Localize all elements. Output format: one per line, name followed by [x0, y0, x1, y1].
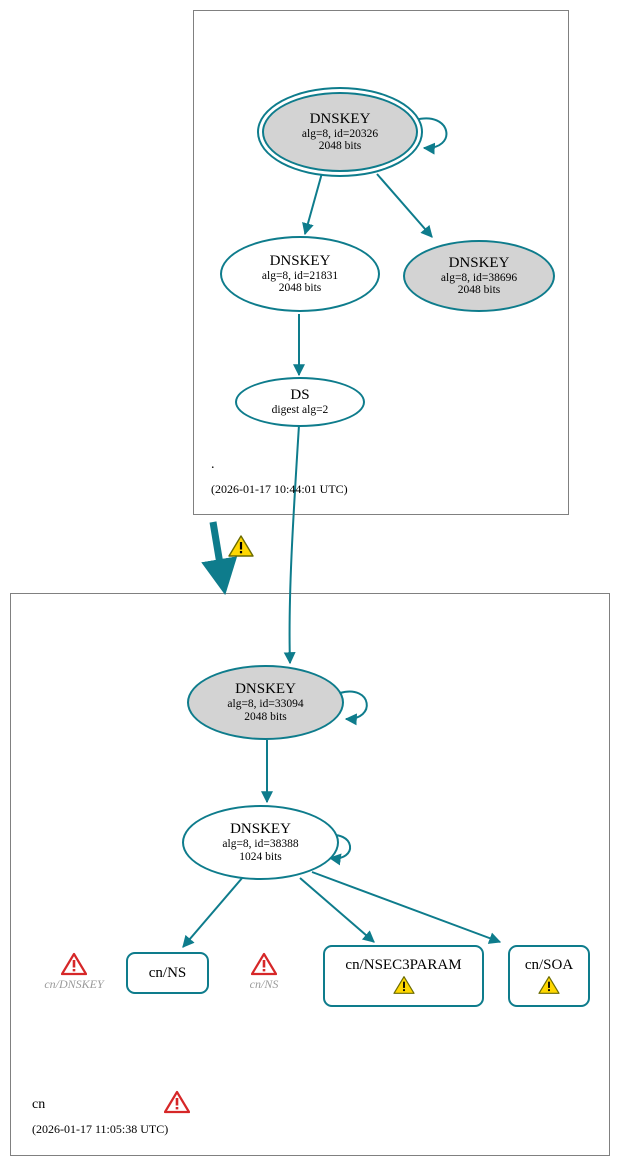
node-dnskey-cn-33094[interactable]: [187, 665, 344, 740]
node-dnskey-root-38696[interactable]: [403, 240, 555, 312]
rrset-label: cn/NS: [148, 964, 187, 981]
node-subtitle-digest: digest alg=2: [271, 403, 329, 416]
node-subtitle-alg: alg=8, id=33094: [227, 698, 304, 711]
zone-timestamp-root: (2026-01-17 10:44:01 UTC): [211, 482, 348, 496]
node-subtitle-bits: 2048 bits: [457, 284, 501, 297]
rrset-label: cn/SOA: [524, 956, 574, 973]
node-title: DNSKEY: [269, 252, 331, 269]
node-subtitle-bits: 1024 bits: [239, 850, 282, 863]
error-node-cn-dnskey[interactable]: [32, 952, 116, 992]
zone-label-cn: cn: [32, 1097, 46, 1112]
error-node-label: cn/DNSKEY: [44, 977, 104, 991]
node-dnskey-cn-38388[interactable]: [182, 805, 339, 880]
warning-icon: [393, 975, 415, 995]
error-icon: [251, 952, 277, 976]
node-subtitle-alg: alg=8, id=38696: [440, 271, 518, 284]
zone-label-root: .: [211, 457, 215, 472]
node-title: DNSKEY: [235, 681, 296, 698]
rrset-label: cn/NSEC3PARAM: [345, 956, 462, 973]
error-icon: [61, 952, 87, 976]
node-rrset-cn-soa[interactable]: [508, 945, 590, 1007]
error-icon: [164, 1090, 190, 1114]
node-rrset-cn-ns[interactable]: [126, 952, 209, 994]
node-dnskey-root-21831[interactable]: [220, 236, 380, 312]
node-subtitle-alg: alg=8, id=21831: [261, 269, 339, 282]
warning-icon: [538, 975, 560, 995]
node-title: DNSKEY: [230, 821, 291, 838]
node-subtitle-bits: 2048 bits: [244, 710, 287, 723]
error-node-cn-ns[interactable]: [227, 952, 301, 992]
node-ds-root[interactable]: [235, 377, 365, 427]
node-dnskey-root-20326[interactable]: [262, 92, 418, 172]
node-title: DS: [290, 387, 310, 404]
node-subtitle-alg: alg=8, id=20326: [301, 127, 379, 140]
node-subtitle-alg: alg=8, id=38388: [222, 838, 299, 851]
warning-icon: [228, 534, 254, 558]
node-title: DNSKEY: [448, 254, 510, 271]
node-rrset-cn-nsec3param[interactable]: [323, 945, 484, 1007]
node-subtitle-bits: 2048 bits: [278, 282, 322, 295]
error-node-label: cn/NS: [249, 977, 279, 991]
node-subtitle-bits: 2048 bits: [318, 140, 362, 153]
zone-timestamp-cn: (2026-01-17 11:05:38 UTC): [32, 1122, 169, 1136]
node-title: DNSKEY: [309, 110, 371, 127]
